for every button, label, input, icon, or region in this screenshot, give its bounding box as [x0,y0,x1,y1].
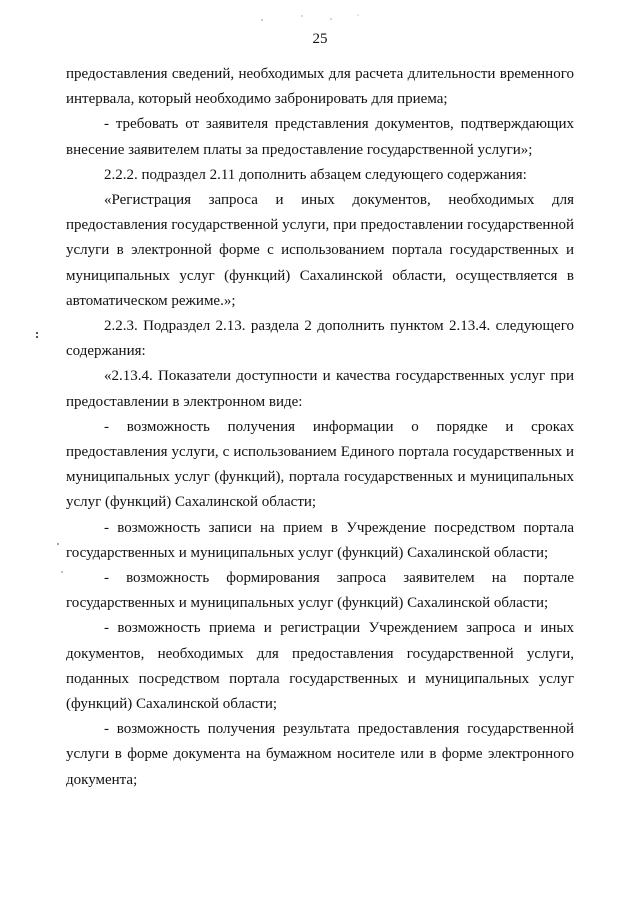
paragraph: 2.2.3. Подраздел 2.13. раздела 2 дополнить пунктом 2.13.4. следующего содержания: [66,318,574,360]
paragraph: - возможность приема и регистрации Учреждением запроса и иных документов, необходимых для предоставления государственной услуги, поданных посредством портала государственных и муниципальных услуг (функций) Сахалинской области; [66,620,574,713]
paragraph: - возможность записи на прием в Учреждение посредством портала государственных и муниципальных услуг (функций) Сахалинской области; [66,519,574,561]
paragraph: предоставления сведений, необходимых для расчета длительности временного интервала, который необходимо забронировать для приема; [66,66,574,108]
paragraph: «Регистрация запроса и иных документов, необходимых для предоставления государственной услуги, при предоставлении государственной услуги в электронной форме с использованием портала государственных и муниципальных услуг (функций) Сахалинской области, осуществляется в автоматическом режиме.»; [66,192,574,309]
paragraph: - требовать от заявителя представления документов, подтверждающих внесение заявителем платы за предоставление государственной услуги»; [66,116,574,158]
paragraph: 2.2.2. подраздел 2.11 дополнить абзацем следующего содержания: [104,166,527,183]
paragraph: «2.13.4. Показатели доступности и качества государственных услуг при предоставлении в электронном виде: [66,368,574,410]
document-body [66,62,574,793]
paragraph: - возможность получения информации о порядке и сроках предоставления услуги, с использованием Единого портала государственных и муниципальных услуг (функций), портала государственных и муниципальных услуг (функций) Сахалинской области; [66,418,574,511]
page-number: 25 [312,31,328,47]
paragraph: - возможность получения результата предоставления государственной услуги в форме документа на бумажном носителе или в форме электронного документа; [66,721,574,788]
paragraph: - возможность формирования запроса заявителем на портале государственных и муниципальных услуг (функций) Сахалинской области; [66,570,574,612]
